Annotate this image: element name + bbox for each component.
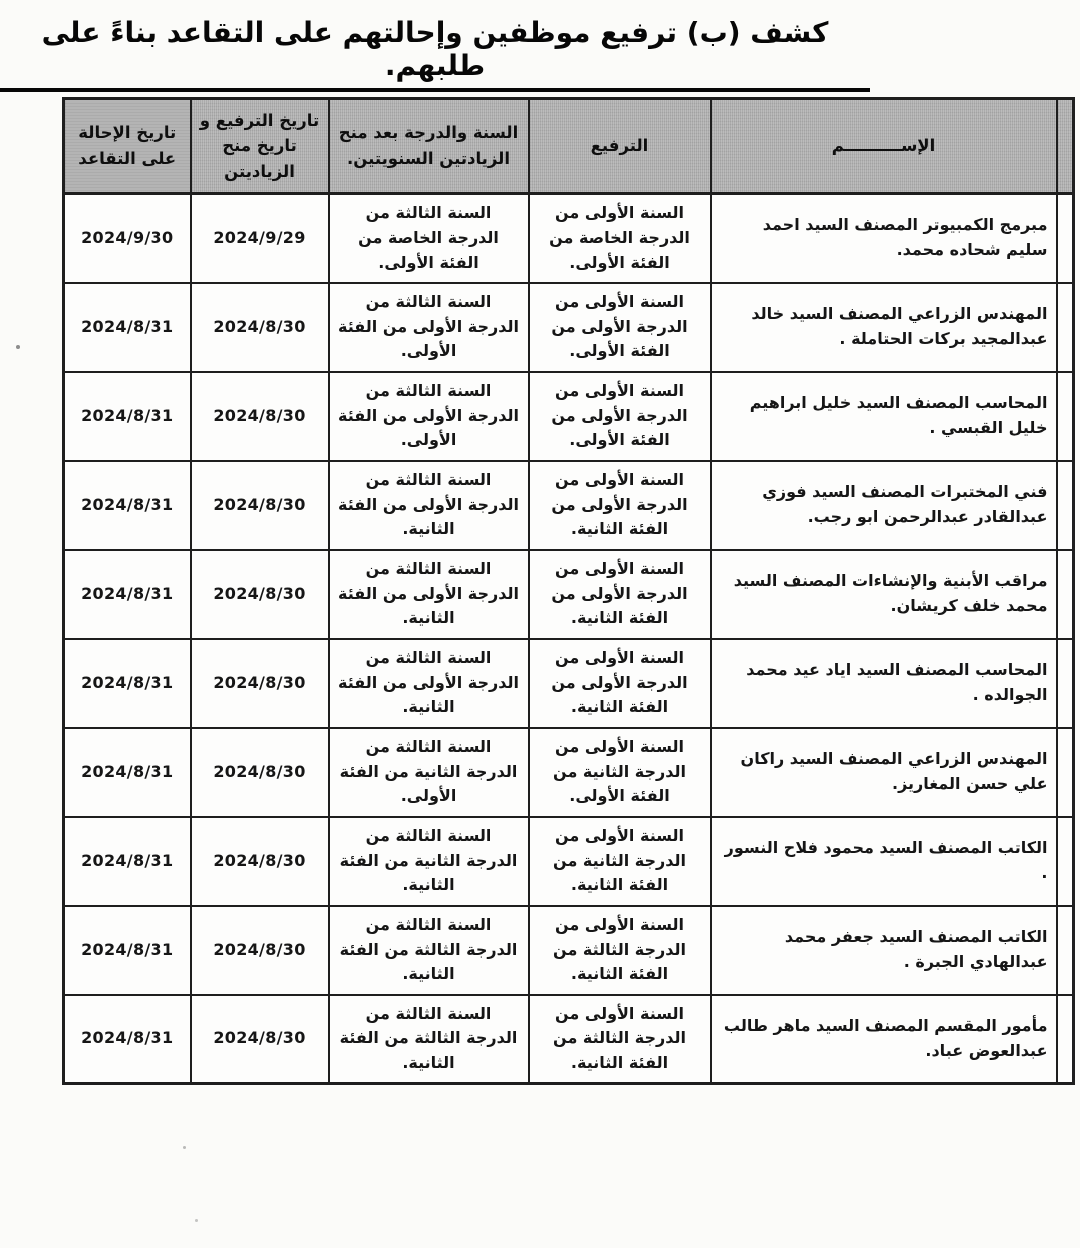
cell-promotion-date: 2024/8/30	[191, 550, 329, 639]
table-header	[64, 99, 1074, 194]
cell-promotion-date: 2024/8/30	[191, 639, 329, 728]
cell-promotion: السنة الأولى من الدرجة الأولى من الفئة الأولى.	[529, 372, 711, 461]
cell-retirement-date: 2024/8/31	[64, 550, 191, 639]
cell-promotion: السنة الأولى من الدرجة الأولى من الفئة الثانية.	[529, 461, 711, 550]
header-sliver-cutoff-column	[1057, 99, 1074, 194]
header-promotion-date: تاريخ الترفيع و تاريخ منح الزياديتن	[191, 99, 329, 194]
cell-after-increments: السنة الثالثة من الدرجة الأولى من الفئة الأولى.	[329, 283, 529, 372]
document-title: كشف (ب) ترفيع موظفين وإحالتهم على التقاعد بناءً على طلبهم.	[0, 16, 870, 92]
table-row	[64, 194, 1074, 283]
cell-promotion-date: 2024/9/29	[191, 194, 329, 283]
cell-sliver-cutoff	[1057, 372, 1074, 461]
cell-promotion-date: 2024/8/30	[191, 995, 329, 1084]
cell-retirement-date: 2024/8/31	[64, 728, 191, 817]
cell-retirement-date: 2024/8/31	[64, 283, 191, 372]
cell-sliver-cutoff	[1057, 550, 1074, 639]
table-row	[64, 283, 1074, 372]
cell-employee-name: الكاتب المصنف السيد جعفر محمد عبدالهادي الجبرة .	[711, 906, 1057, 995]
promotions-retirement-table	[62, 97, 1075, 1085]
table-row	[64, 550, 1074, 639]
document-title-wrap	[0, 16, 870, 92]
table-body	[64, 194, 1074, 1084]
header-name: الإســــــــــم	[711, 99, 1057, 194]
cell-after-increments: السنة الثالثة من الدرجة الخاصة من الفئة الأولى.	[329, 194, 529, 283]
cell-promotion: السنة الأولى من الدرجة الثالثة من الفئة الثانية.	[529, 906, 711, 995]
cell-retirement-date: 2024/8/31	[64, 906, 191, 995]
cell-promotion-date: 2024/8/30	[191, 728, 329, 817]
cell-retirement-date: 2024/8/31	[64, 817, 191, 906]
cell-after-increments: السنة الثالثة من الدرجة الأولى من الفئة الثانية.	[329, 550, 529, 639]
cell-employee-name: مأمور المقسم المصنف السيد ماهر طالب عبدالعوض عباد.	[711, 995, 1057, 1084]
cell-retirement-date: 2024/8/31	[64, 372, 191, 461]
cell-after-increments: السنة الثالثة من الدرجة الثانية من الفئة الثانية.	[329, 817, 529, 906]
table-row	[64, 639, 1074, 728]
cell-sliver-cutoff	[1057, 639, 1074, 728]
table-row	[64, 995, 1074, 1084]
table-row	[64, 461, 1074, 550]
cell-promotion-date: 2024/8/30	[191, 283, 329, 372]
cell-promotion-date: 2024/8/30	[191, 372, 329, 461]
header-row	[64, 99, 1074, 194]
cell-after-increments: السنة الثالثة من الدرجة الثانية من الفئة الأولى.	[329, 728, 529, 817]
cell-retirement-date: 2024/8/31	[64, 461, 191, 550]
cell-promotion: السنة الأولى من الدرجة الخاصة من الفئة الأولى.	[529, 194, 711, 283]
cell-employee-name: فني المختبرات المصنف السيد فوزي عبدالقادر عبدالرحمن ابو رجب.	[711, 461, 1057, 550]
cell-promotion: السنة الأولى من الدرجة الأولى من الفئة الثانية.	[529, 550, 711, 639]
cell-employee-name: المحاسب المصنف السيد اياد عيد محمد الجوالده .	[711, 639, 1057, 728]
scan-speck	[16, 345, 20, 349]
cell-promotion: السنة الأولى من الدرجة الأولى من الفئة الثانية.	[529, 639, 711, 728]
cell-sliver-cutoff	[1057, 194, 1074, 283]
cell-sliver-cutoff	[1057, 995, 1074, 1084]
scan-speck	[195, 1219, 198, 1222]
table-row	[64, 728, 1074, 817]
cell-sliver-cutoff	[1057, 817, 1074, 906]
cell-after-increments: السنة الثالثة من الدرجة الثالثة من الفئة الثانية.	[329, 906, 529, 995]
header-retirement-date: تاريخ الإحالة على التقاعد	[64, 99, 191, 194]
cell-retirement-date: 2024/8/31	[64, 639, 191, 728]
cell-employee-name: المهندس الزراعي المصنف السيد خالد عبدالمجيد بركات الحتاملة .	[711, 283, 1057, 372]
cell-employee-name: الكاتب المصنف السيد محمود فلاح النسور .	[711, 817, 1057, 906]
cell-after-increments: السنة الثالثة من الدرجة الثالثة من الفئة الثانية.	[329, 995, 529, 1084]
cell-employee-name: مراقب الأبنية والإنشاءات المصنف السيد محمد خلف كريشان.	[711, 550, 1057, 639]
cell-sliver-cutoff	[1057, 461, 1074, 550]
cell-after-increments: السنة الثالثة من الدرجة الأولى من الفئة الأولى.	[329, 372, 529, 461]
cell-promotion-date: 2024/8/30	[191, 461, 329, 550]
cell-retirement-date: 2024/8/31	[64, 995, 191, 1084]
cell-promotion: السنة الأولى من الدرجة الثالثة من الفئة الثانية.	[529, 995, 711, 1084]
cell-sliver-cutoff	[1057, 906, 1074, 995]
cell-sliver-cutoff	[1057, 728, 1074, 817]
cell-retirement-date: 2024/9/30	[64, 194, 191, 283]
cell-employee-name: المحاسب المصنف السيد خليل ابراهيم خليل القبسي .	[711, 372, 1057, 461]
cell-sliver-cutoff	[1057, 283, 1074, 372]
table-row	[64, 372, 1074, 461]
cell-after-increments: السنة الثالثة من الدرجة الأولى من الفئة الثانية.	[329, 639, 529, 728]
cell-promotion-date: 2024/8/30	[191, 817, 329, 906]
scan-speck	[183, 1146, 186, 1149]
table-row	[64, 817, 1074, 906]
cell-promotion: السنة الأولى من الدرجة الثانية من الفئة الأولى.	[529, 728, 711, 817]
cell-promotion: السنة الأولى من الدرجة الأولى من الفئة الأولى.	[529, 283, 711, 372]
cell-promotion-date: 2024/8/30	[191, 906, 329, 995]
cell-promotion: السنة الأولى من الدرجة الثانية من الفئة الثانية.	[529, 817, 711, 906]
cell-after-increments: السنة الثالثة من الدرجة الأولى من الفئة الثانية.	[329, 461, 529, 550]
header-after-increments: السنة والدرجة بعد منح الزيادتين السنويتين.	[329, 99, 529, 194]
cell-employee-name: مبرمج الكمبيوتر المصنف السيد احمد سليم شحاده محمد.	[711, 194, 1057, 283]
table-row	[64, 906, 1074, 995]
header-promotion: الترفيع	[529, 99, 711, 194]
cell-employee-name: المهندس الزراعي المصنف السيد راكان علي حسن المغاريز.	[711, 728, 1057, 817]
